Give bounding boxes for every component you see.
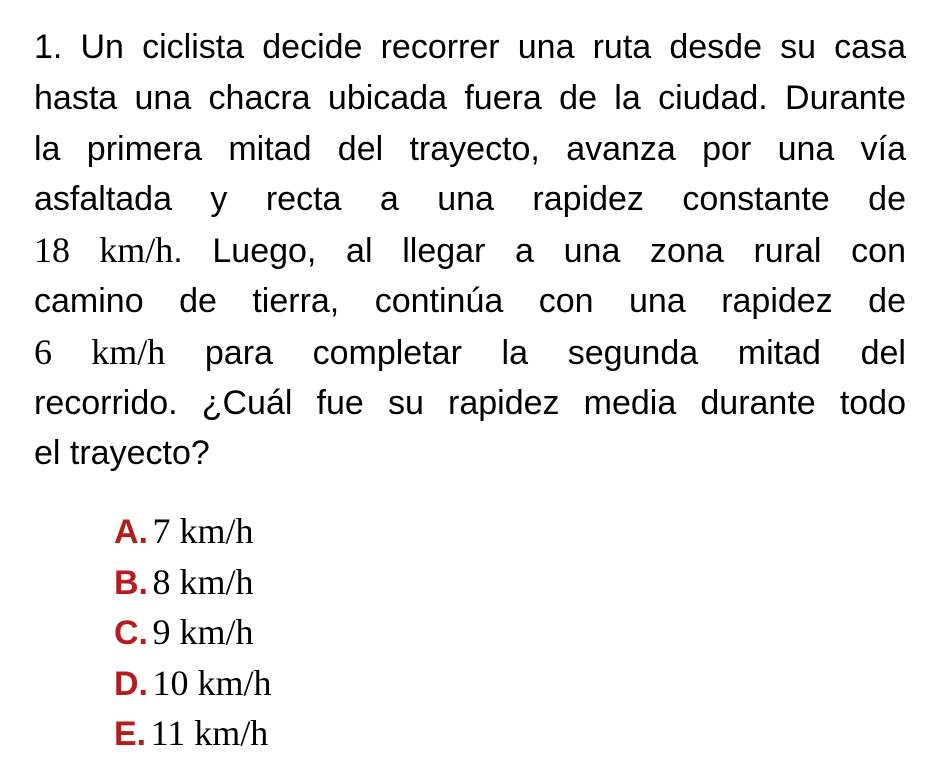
question-line-text: para completar la segunda mitad del: [165, 333, 906, 372]
option-letter: A.: [114, 513, 148, 551]
option-value: 11 km/h: [150, 713, 269, 753]
option-value: 7 km/h: [152, 511, 254, 551]
option-letter: B.: [114, 563, 148, 602]
question-text: [34, 22, 906, 479]
question-line: la primera mitad del trayecto, avanza por una vía: [34, 129, 906, 168]
question-line: 1. Un ciclista decide recorrer una ruta desde su casa: [34, 28, 906, 66]
question-line: el trayecto?: [34, 434, 210, 473]
option-d[interactable]: [114, 658, 271, 709]
option-b[interactable]: [114, 557, 271, 608]
option-letter: C.: [114, 614, 148, 652]
speed-value-second-half: 6 km/h: [34, 331, 166, 372]
option-a[interactable]: [114, 506, 271, 557]
question-line: hasta una chacra ubicada fuera de la ciudad. Durante: [34, 78, 906, 117]
option-c[interactable]: [114, 607, 271, 658]
question-line: camino de tierra, continúa con una rapidez de: [34, 281, 906, 320]
answer-options: [114, 506, 271, 759]
option-letter: D.: [114, 664, 148, 703]
question-line: asfaltada y recta a una rapidez constante de: [34, 180, 906, 219]
option-value: 10 km/h: [152, 662, 272, 703]
option-value: 8 km/h: [152, 561, 254, 602]
option-letter: E.: [114, 715, 147, 753]
question-line: [34, 225, 906, 276]
question-line: [34, 327, 906, 378]
question-line: recorrido. ¿Cuál fue su rapidez media durante todo: [34, 383, 906, 422]
question-line-text: . Luego, al llegar a una zona rural con: [173, 232, 906, 271]
option-e[interactable]: [114, 708, 271, 759]
speed-value-first-half: 18 km/h: [34, 230, 174, 271]
option-value: 9 km/h: [152, 612, 254, 652]
